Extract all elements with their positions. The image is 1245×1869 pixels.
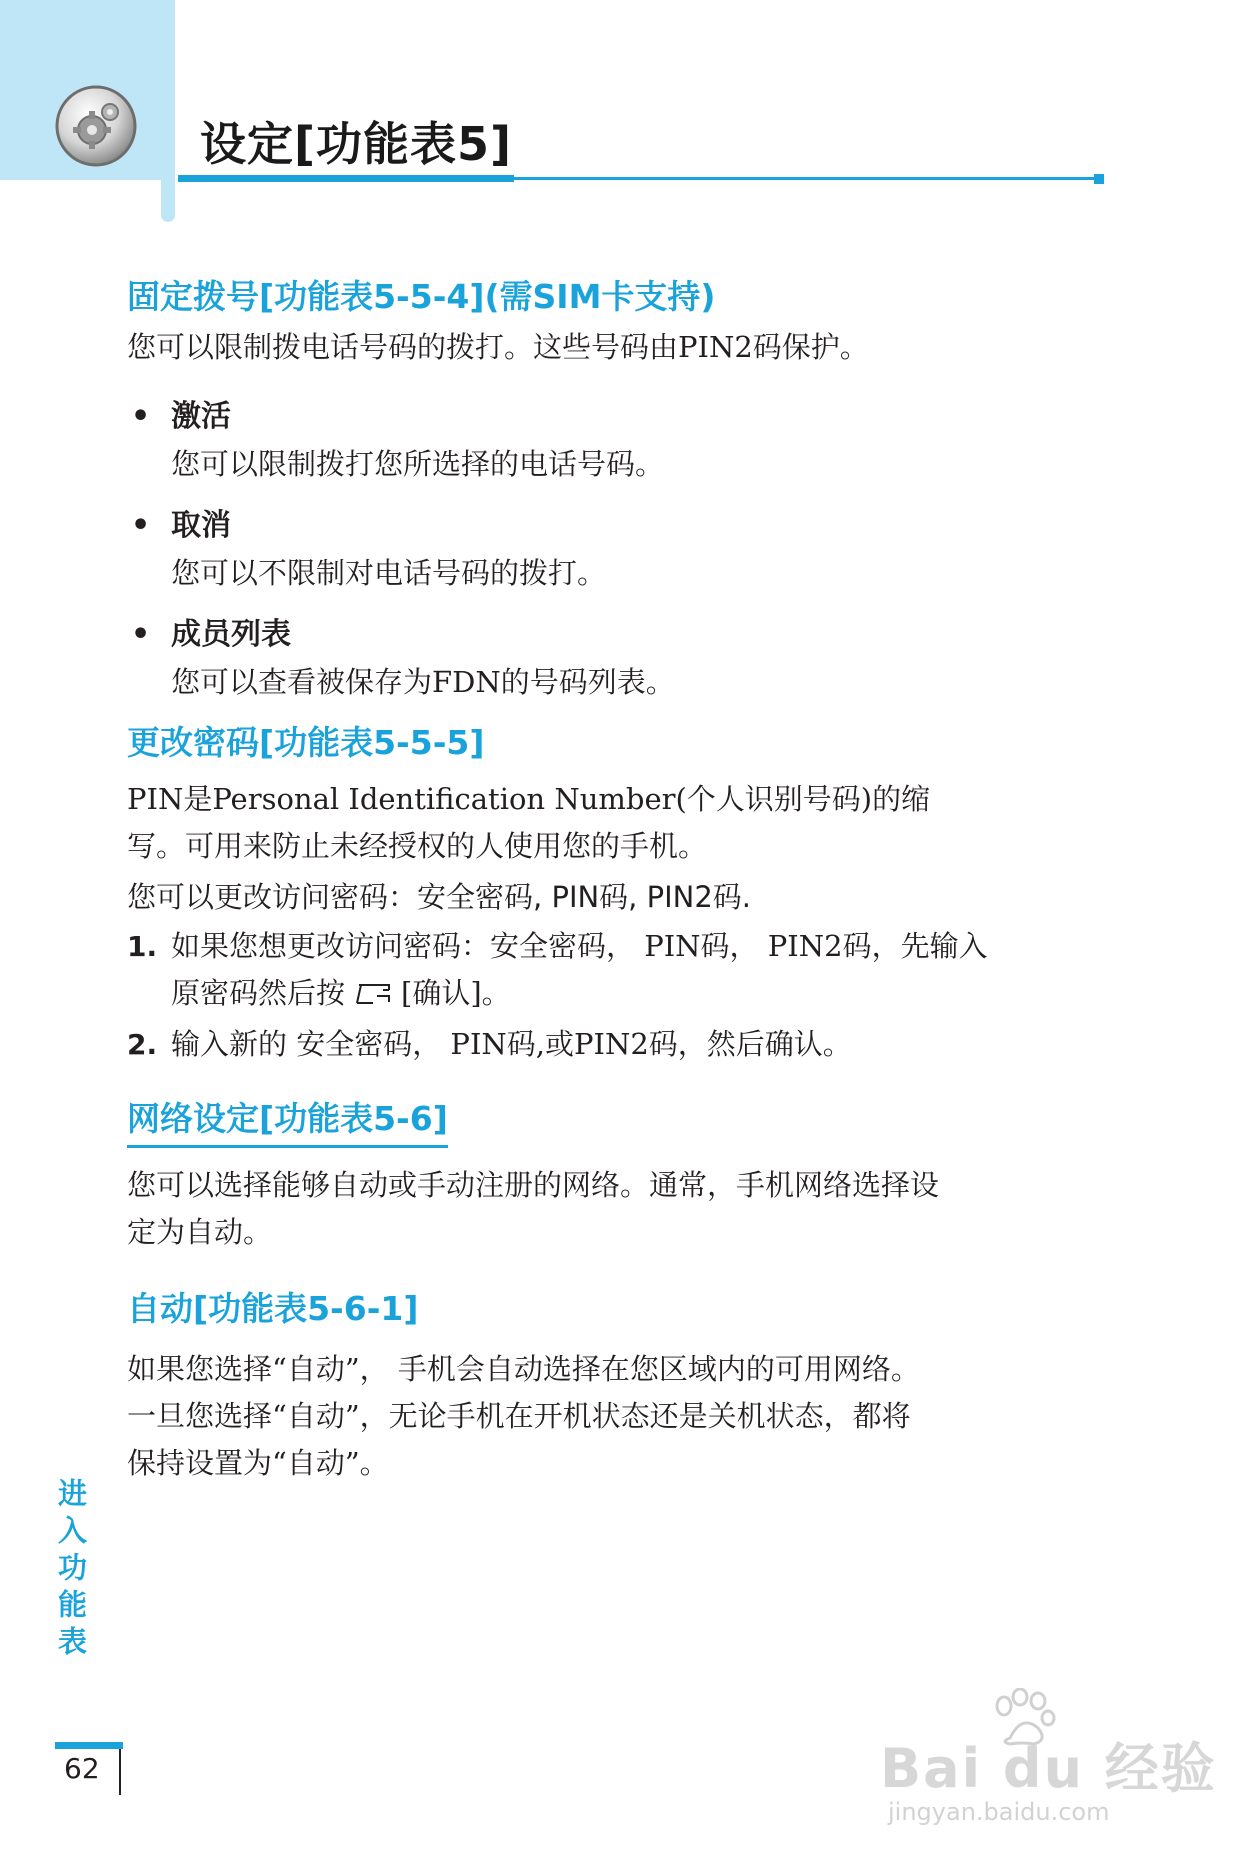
network-text-line2 <box>127 1209 1102 1256</box>
access-code-prefix: 您可以更改访问密码： <box>127 880 418 914</box>
fdn-item-desc: 您可以限制拨打您所选择的电话号码。 <box>171 447 665 481</box>
page-title: 设定[功能表5] <box>200 117 513 171</box>
auto-text-line1: 如果您选择“自动”， 手机会自动选择在您区域内的可用网络。 <box>127 1352 920 1386</box>
section-heading-auto: 自动[功能表5-6-1] <box>127 1289 419 1328</box>
network-text-after: 。 <box>243 1215 273 1249</box>
fdn-item-title: 成员列表 <box>171 617 291 652</box>
network-text-before: 定为 <box>127 1215 186 1249</box>
network-text-auto: 自动 <box>185 1215 244 1249</box>
header-rule-thick <box>178 175 514 182</box>
page-number: 62 <box>64 1752 100 1785</box>
access-code-line <box>127 874 1102 921</box>
step-text-after-key: [确认]。 <box>401 976 511 1010</box>
watermark-logo: Bai du 经验 <box>880 1737 1217 1800</box>
main-content <box>127 270 1102 1487</box>
header-vertical-bar <box>161 0 175 222</box>
soft-key-confirm-icon <box>353 982 393 1006</box>
pin-definition-line2: 写。可用来防止未经授权的人使用您的手机。 <box>127 829 708 863</box>
fdn-item-cancel <box>127 502 1102 597</box>
section-heading-network: 网络设定[功能表5-6] <box>127 1096 448 1148</box>
header-rule-end-dot <box>1094 174 1104 184</box>
bullet-dot: • <box>131 399 151 434</box>
fdn-item-title: 取消 <box>171 508 231 543</box>
gear-icon <box>54 84 138 168</box>
step-text-line2 <box>171 970 988 1017</box>
watermark-url: jingyan.baidu.com <box>888 1798 1110 1826</box>
auto-text-line3: 保持设置为“自动”。 <box>127 1446 389 1480</box>
step-text-line1: 如果您想更改访问密码：安全密码， PIN码， PIN2码，先输入 <box>171 929 988 963</box>
pin-definition-line1: PIN是Personal Identification Number(个人识别号码)的缩 <box>127 782 931 816</box>
step-number: 2. <box>127 1028 158 1061</box>
fdn-item-desc: 您可以不限制对电话号码的拨打。 <box>171 556 607 590</box>
bullet-dot: • <box>131 617 151 652</box>
access-code-list: 安全密码, PIN码, PIN2码. <box>417 880 752 914</box>
step-item-1 <box>127 923 1102 1017</box>
auto-text-line2: 一旦您选择“自动”，无论手机在开机状态还是关机状态，都将 <box>127 1399 911 1433</box>
page-number-bar <box>55 1742 123 1749</box>
section-heading-change-code: 更改密码[功能表5-5-5] <box>127 723 485 762</box>
step-item-2 <box>127 1021 1102 1068</box>
fdn-item-activate <box>127 393 1102 488</box>
step-number: 1. <box>127 930 158 963</box>
header-rule-thin <box>514 177 1102 180</box>
fdn-item-member-list <box>127 611 1102 706</box>
bullet-dot: • <box>131 508 151 543</box>
section-heading-fdn: 固定拨号[功能表5-5-4](需SIM卡支持) <box>127 277 716 316</box>
step-text-line1: 输入新的 安全密码， PIN码,或PIN2码，然后确认。 <box>171 1027 852 1061</box>
step-text-before-key: 原密码然后按 <box>171 976 346 1010</box>
section-heading-network-wrap <box>127 1096 1102 1148</box>
network-text-line1: 您可以选择能够自动或手动注册的网络。通常，手机网络选择设 <box>127 1168 940 1202</box>
fdn-item-title: 激活 <box>171 399 231 434</box>
watermark <box>880 1688 1217 1838</box>
fdn-intro: 您可以限制拨电话号码的拨打。这些号码由PIN2码保护。 <box>127 330 869 364</box>
side-tab-label: 进入功能表 <box>54 1478 88 1663</box>
page-number-divider <box>119 1749 121 1795</box>
fdn-item-desc: 您可以查看被保存为FDN的号码列表。 <box>171 665 675 699</box>
